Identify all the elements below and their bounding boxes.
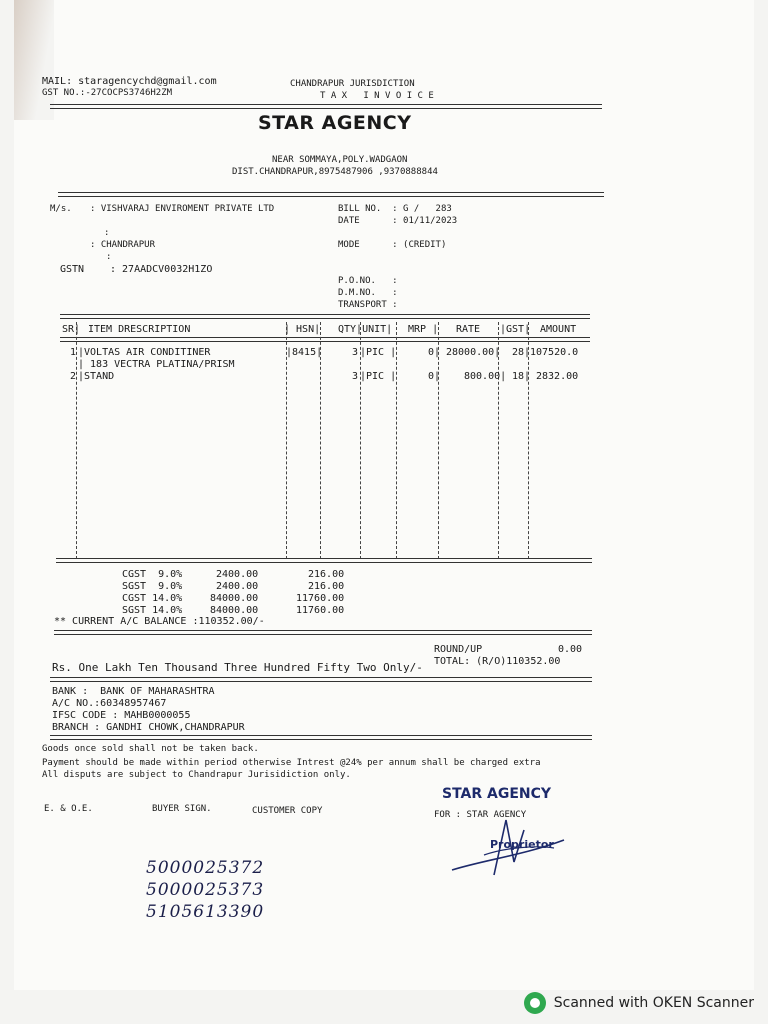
row-gst: 18| <box>512 371 531 382</box>
bank-name: BANK : BANK OF MAHARASHTRA <box>52 686 215 697</box>
divider <box>50 677 592 682</box>
tax-base: 2400.00 <box>216 581 259 592</box>
terms-line: Payment should be made within period otherwise Intrest @24% per annum shall be charged extra <box>42 758 541 768</box>
row-item: |VOLTAS AIR CONDITINER <box>78 347 211 358</box>
ms-label: M/s. <box>50 204 72 214</box>
row-mrp: 0| <box>428 347 441 358</box>
col-header-item: ITEM DRESCRIPTION <box>88 324 191 335</box>
amount-in-words: Rs. One Lakh Ten Thousand Three Hundred Fifty Two Only/- <box>52 661 423 674</box>
divider <box>56 558 592 563</box>
eoe-text: E. & O.E. <box>44 804 93 814</box>
jurisdiction-text: CHANDRAPUR JURISDICTION <box>290 79 415 89</box>
copy-label: CUSTOMER COPY <box>252 806 323 816</box>
row-sr: 2 <box>70 371 77 382</box>
buyer-name: : VISHVARAJ ENVIROMENT PRIVATE LTD <box>90 204 275 214</box>
tax-label: CGST 14.0% <box>122 593 183 604</box>
transport: TRANSPORT : <box>338 300 398 310</box>
col-header-sr: SR| <box>62 324 81 335</box>
col-header-qty-unit: QTY|UNIT| <box>338 324 393 335</box>
document-type: T A X I N V O I C E <box>320 91 434 101</box>
bank-account: A/C NO.:60348957467 <box>52 698 167 709</box>
total-amount: TOTAL: (R/O)110352.00 <box>434 656 561 667</box>
row-amount: 2832.00 <box>536 371 579 382</box>
gstn-label: GSTN <box>60 264 85 275</box>
row-qty: 3 <box>352 347 359 358</box>
handwritten-number: 5105613390 <box>146 902 265 922</box>
row-rate: 28000.00| <box>446 347 501 358</box>
stamp-role: Proprietor <box>490 838 554 851</box>
row-amount: 107520.0 <box>530 347 579 358</box>
handwritten-number: 5000025373 <box>146 880 265 900</box>
payment-mode: MODE : (CREDIT) <box>338 240 447 250</box>
row-gst: 28| <box>512 347 531 358</box>
signature-scribble <box>444 800 574 880</box>
row-item: |STAND <box>78 371 115 382</box>
company-address-1: NEAR SOMMAYA,POLY.WADGAON <box>272 155 408 165</box>
row-item-detail: | 183 VECTRA PLATINA/PRISM <box>78 359 235 370</box>
paper-shadow <box>14 0 54 120</box>
scanner-watermark <box>524 992 754 1014</box>
col-header-hsn: | HSN| <box>284 324 321 335</box>
tax-amount: 11760.00 <box>296 605 345 616</box>
bank-branch: BRANCH : GANDHI CHOWK,CHANDRAPUR <box>52 722 245 733</box>
row-rate: 800.00| <box>464 371 507 382</box>
tax-label: SGST 14.0% <box>122 605 183 616</box>
round-up-value: 0.00 <box>558 644 583 655</box>
row-unit: |PIC | <box>360 371 397 382</box>
col-header-gst: |GST| <box>500 324 531 335</box>
bank-ifsc: IFSC CODE : MAHB0000055 <box>52 710 191 721</box>
buyer-line-colon: : <box>104 228 110 238</box>
scanner-logo-icon <box>524 992 546 1014</box>
row-unit: |PIC | <box>360 347 397 358</box>
tax-label: SGST 9.0% <box>122 581 183 592</box>
for-company: FOR : STAR AGENCY <box>434 810 527 820</box>
buyer-city: : CHANDRAPUR <box>90 240 156 250</box>
divider <box>60 314 590 319</box>
gst-number: GST NO.:-27COCPS3746H2ZM <box>42 88 173 98</box>
tax-amount: 11760.00 <box>296 593 345 604</box>
tax-base: 84000.00 <box>210 593 259 604</box>
column-rule <box>396 322 397 559</box>
tax-amount: 216.00 <box>308 581 345 592</box>
col-header-amount: AMOUNT <box>540 324 577 335</box>
tax-base: 84000.00 <box>210 605 259 616</box>
terms-line: Goods once sold shall not be taken back. <box>42 744 259 754</box>
tax-base: 2400.00 <box>216 569 259 580</box>
handwritten-number: 5000025372 <box>146 858 265 878</box>
po-number: P.O.NO. : <box>338 276 398 286</box>
divider <box>54 630 592 635</box>
column-rule <box>76 322 77 559</box>
divider <box>58 192 604 197</box>
col-header-rate: RATE <box>456 324 481 335</box>
buyer-line-colon: : <box>106 252 112 262</box>
company-stamp: STAR AGENCY <box>442 786 552 802</box>
row-qty: 3 <box>352 371 359 382</box>
buyer-sign-label: BUYER SIGN. <box>152 804 212 814</box>
email-text: MAIL: staragencychd@gmail.com <box>42 76 217 87</box>
company-address-2: DIST.CHANDRAPUR,8975487906 ,9370888844 <box>232 167 438 177</box>
bill-number: BILL NO. : G / 283 <box>338 204 452 214</box>
bill-date: DATE : 01/11/2023 <box>338 216 458 226</box>
company-name: STAR AGENCY <box>258 112 412 134</box>
divider <box>50 104 602 109</box>
round-up-label: ROUND/UP <box>434 644 483 655</box>
dm-number: D.M.NO. : <box>338 288 398 298</box>
tax-label: CGST 9.0% <box>122 569 183 580</box>
divider <box>50 735 592 740</box>
header-underline <box>60 337 590 342</box>
buyer-gstn: : 27AADCV0032H1ZO <box>110 264 213 275</box>
row-mrp: 0| <box>428 371 441 382</box>
col-header-mrp: MRP | <box>408 324 439 335</box>
tax-amount: 216.00 <box>308 569 345 580</box>
current-balance: ** CURRENT A/C BALANCE :110352.00/- <box>54 616 265 627</box>
invoice-page <box>14 0 754 990</box>
scanner-text: Scanned with OKEN Scanner <box>553 995 754 1011</box>
row-sr: 1 <box>70 347 77 358</box>
row-hsn: |8415| <box>286 347 323 358</box>
terms-line: All disputs are subject to Chandrapur Jurisidiction only. <box>42 770 351 780</box>
